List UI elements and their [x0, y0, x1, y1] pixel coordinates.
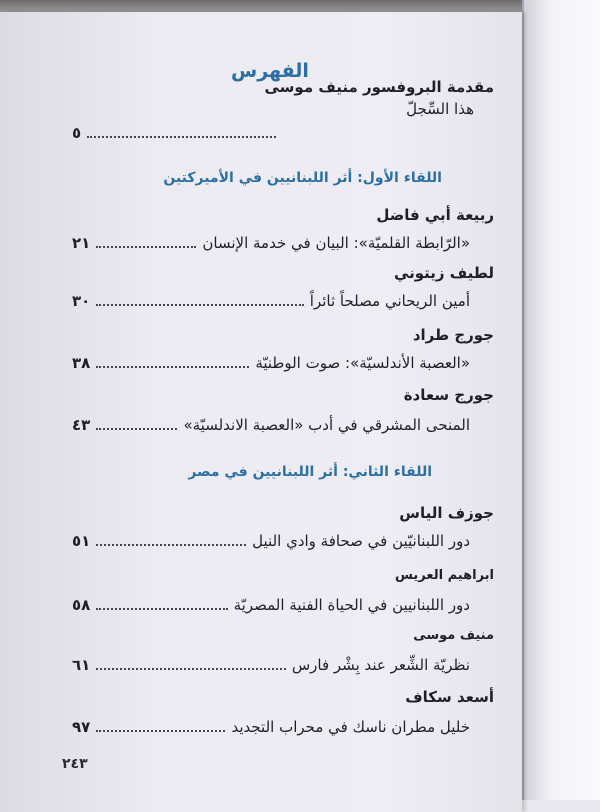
entry-title: «العصبة الأندلسيّة»: صوت الوطنيّة	[255, 354, 470, 372]
leader-dots	[96, 245, 196, 248]
book-page	[0, 12, 522, 812]
intro-heading: مقدمة البروفسور منيف موسى	[264, 78, 494, 96]
entry-title: المنحى المشرقي في أدب «العصبة الاندلسيّة»	[183, 416, 470, 434]
toc-entry	[72, 354, 470, 372]
page-number: ٥	[72, 124, 82, 142]
toc-entry	[72, 656, 470, 674]
entry-author: أسعد سكاف	[405, 688, 494, 706]
toc-entry-intro	[72, 124, 282, 142]
page-number: ٩٧	[72, 718, 91, 736]
page-title: الفهرس	[231, 60, 309, 82]
entry-title: خليل مطران ناسك في محراب التجديد	[231, 718, 470, 736]
entry-title: دور اللبنانيّين في صحافة وادي النيل	[252, 532, 470, 550]
entry-author: منيف موسى	[413, 628, 494, 643]
entry-title: نظريّة الشِّعر عند بِشْر فارس	[291, 656, 470, 674]
page-number: ٤٣	[72, 416, 91, 434]
leader-dots	[96, 303, 303, 306]
toc-entry	[72, 532, 470, 550]
table-of-contents	[0, 12, 522, 812]
entry-title: دور اللبنانيين في الحياة الفنية المصريّة	[233, 596, 470, 614]
page-number: ٣٠	[72, 292, 91, 310]
leader-dots	[96, 667, 286, 670]
entry-author: جورج سعادة	[403, 386, 494, 404]
facing-page-edge	[522, 0, 600, 800]
page-number: ٦١	[72, 656, 91, 674]
section-heading-1: اللقاء الأول: أثر اللبنانيين في الأميركتين	[163, 170, 442, 186]
entry-author: جورج طراد	[412, 326, 494, 344]
toc-entry	[72, 718, 470, 736]
entry-author: ربيعة أبي فاضل	[376, 206, 494, 224]
intro-subheading: هذا السِّجلّ	[406, 100, 474, 118]
toc-entry	[72, 416, 470, 434]
page-number: ٥٨	[72, 596, 91, 614]
page-number: ٢١	[72, 234, 91, 252]
leader-dots	[96, 607, 227, 610]
entry-title: أمين الريحاني مصلحاً ثائراً	[309, 292, 470, 310]
toc-entry	[72, 234, 470, 252]
entry-title: «الرّابطة القلميّة»: البيان في خدمة الإنسان	[202, 234, 470, 252]
leader-dots	[96, 729, 225, 732]
leader-dots	[96, 543, 246, 546]
entry-author: جوزف الياس	[399, 504, 494, 522]
toc-entry	[72, 292, 470, 310]
section-heading-2: اللقاء الثاني: أثر اللبنانيين في مصر	[188, 464, 432, 480]
entry-author: ابراهيم العريس	[395, 568, 494, 583]
leader-dots	[96, 365, 249, 368]
page-number: ٥١	[72, 532, 91, 550]
leader-dots	[96, 427, 177, 430]
page-number: ٣٨	[72, 354, 91, 372]
entry-author: لطيف زيتوني	[393, 264, 494, 282]
leader-dots	[87, 135, 276, 138]
folio-page-number: ٢٤٣	[62, 756, 88, 772]
toc-entry	[72, 596, 470, 614]
